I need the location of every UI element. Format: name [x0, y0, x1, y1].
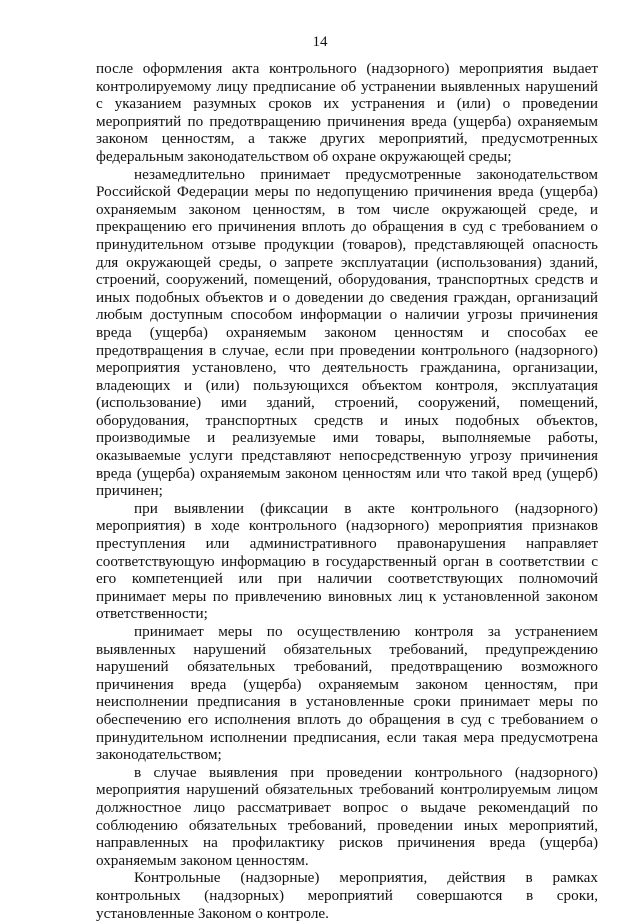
paragraph-control-measures: принимает меры по осуществлению контроля за устранением выявленных нарушений обязательных требований, предупреждению нарушений обязательных требований, предотвращению возможного причинения вреда (ущерба) охраняемым законом ценностям, при неисполнении предписания в установленные сроки принимает меры по обеспечению его исполнения вплоть до обращения в суд с требованием о принудительном исполнении предписания, если такая мера предусмотрена законодательством; — [96, 623, 598, 764]
paragraph-recommendations: в случае выявления при проведении контрольного (надзорного) мероприятия нарушений обязательных требований контролируемым лицом должностное лицо рассматривает вопрос о выдаче рекомендаций по соблюдению обязательных требований, проведении иных мероприятий, направленных на профилактику рисков причинения вреда (ущерба) охраняемым законом ценностям. — [96, 763, 598, 869]
paragraph-deadlines: Контрольные (надзорные) мероприятия, действия в рамках контрольных (надзорных) мероприятий совершаются в сроки, установленные Законом о контроле. — [96, 869, 598, 922]
page-number: 14 — [312, 34, 328, 50]
paragraph-issue-order: после оформления акта контрольного (надзорного) мероприятия выдает контролируемому лицу предписание об устранении выявленных нарушений с указанием разумных сроков их устранения и (или) о проведении мероприятий по предотвращению причинения вреда (ущерба) охраняемым законом ценностям, а также других мероприятий, предусмотренных федеральным законодательством об охране окружающей среды; — [96, 60, 598, 165]
document-body — [96, 60, 598, 922]
paragraph-crime-detection: при выявлении (фиксации в акте контрольного (надзорного) мероприятия) в ходе контрольного (надзорного) мероприятия признаков преступления или административного правонарушения направляет соответствующую информацию в государственный орган в соответствии с его компетенцией или при наличии соответствующих полномочий принимает меры по привлечению виновных лиц к установленной законом ответственности; — [96, 499, 598, 623]
paragraph-immediate-measures: незамедлительно принимает предусмотренные законодательством Российской Федерации меры по недопущению причинения вреда (ущерба) охраняемым законом ценностям, в том числе окружающей среде, и прекращению его причинения вплоть до обращения в суд с требованием о принудительном отзыве продукции (товаров), представляющей опасность для окружающей среды, о запрете эксплуатации (использования) зданий, строений, сооружений, помещений, оборудования, транспортных средств и иных подобных объектов и о доведении до сведения граждан, организаций любым доступным способом информации о наличии угрозы причинения вреда (ущерба) охраняемым законом ценностям и способах ее предотвращения в случае, если при проведении контрольного (надзорного) мероприятия установлено, что деятельность гражданина, организации, владеющих и (или) пользующихся объектом контроля, эксплуатация (использование) ими зданий, строений, сооружений, помещений, оборудования, транспортных средств и иных подобных объектов, производимые и реализуемые ими товары, выполняемые работы, оказываемые услуги представляют непосредственную угрозу причинения вреда (ущерба) охраняемым законом ценностям или что такой вред (ущерб) причинен; — [96, 165, 598, 500]
